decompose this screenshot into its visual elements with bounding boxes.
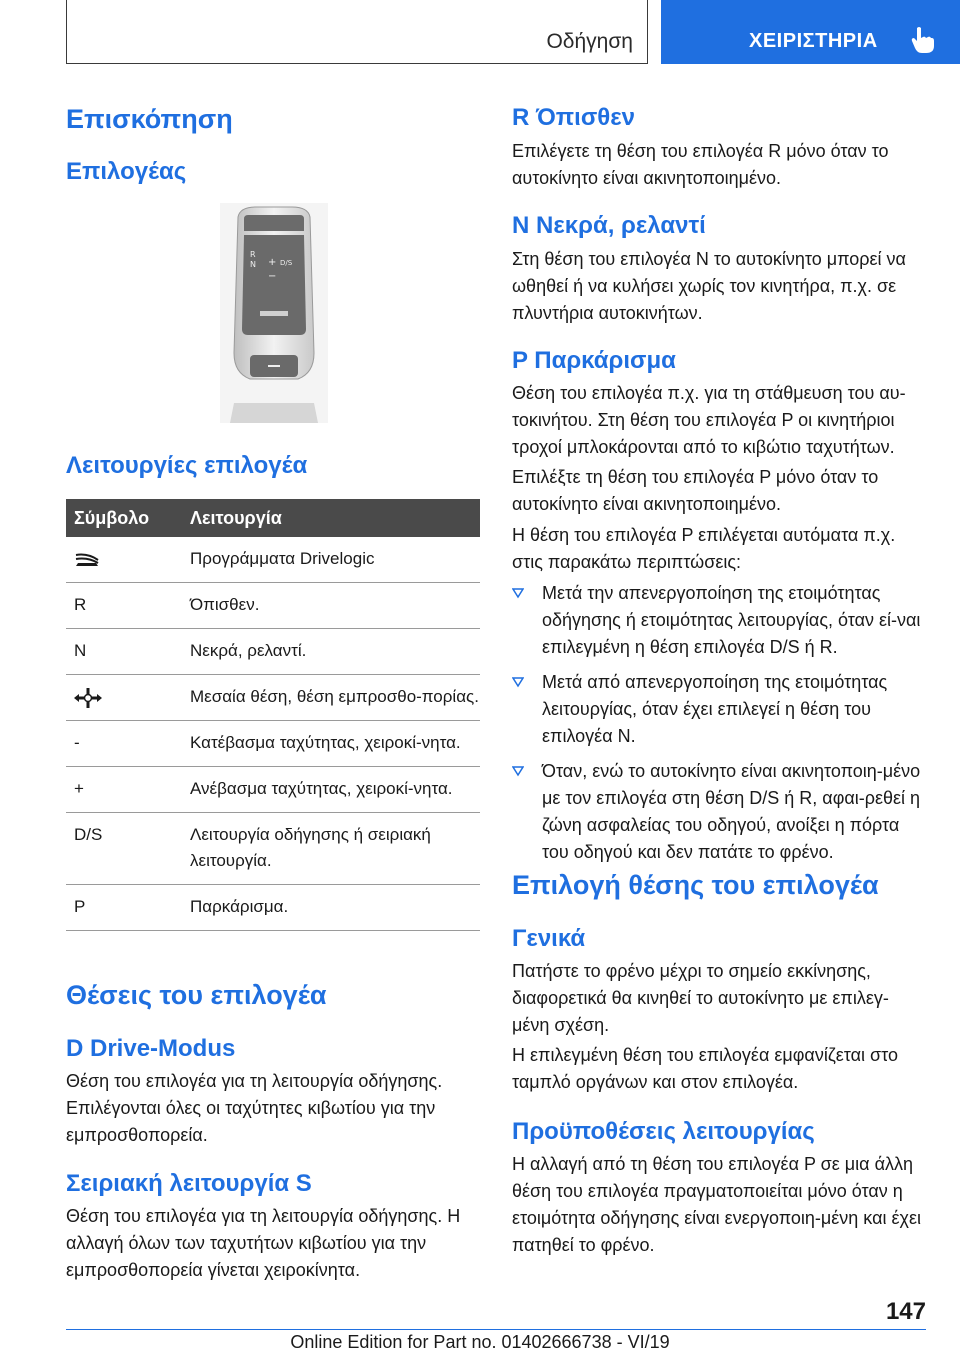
svg-text:R: R [250, 250, 256, 259]
table-header-function: Λειτουργία [182, 499, 480, 537]
general-text-2: Η επιλεγμένη θέση του επιλογέα εμφανίζεται στο ταμπλό οργάνων και στον επιλογέα. [512, 1045, 899, 1092]
table-cell-symbol: P [66, 885, 182, 931]
list-item [512, 758, 926, 866]
list-item-text: Μετά την απενεργοποίηση της ετοιμότητας οδήγησης ή ετοιμότητας λειτουργίας, όταν εί-ναι επιλεγμένη η θέση επιλογέα D/S ή R. [542, 583, 921, 657]
table-cell-function: Μεσαία θέση, θέση εμπροσθο-πορίας. [182, 675, 480, 721]
table-cell-function: Ανέβασμα ταχύτητας, χειροκί-νητα. [182, 767, 480, 813]
table-cell-function: Νεκρά, ρελαντί. [182, 629, 480, 675]
table-cell-symbol [66, 675, 182, 721]
select-position-heading: Επιλογή θέσης του επιλογέα [512, 870, 879, 900]
serial-mode-heading: Σειριακή λειτουργία S [66, 1170, 312, 1197]
selector-heading: Επιλογέας [66, 158, 187, 185]
table-cell-function: Κατέβασμα ταχύτητας, χειροκί-νητα. [182, 721, 480, 767]
list-item-text: Όταν, ενώ το αυτοκίνητο είναι ακινητοποιη-μένο με τον επιλογέα στη θέση D/S ή R, αφαι-ρεθεί η ζώνη ασφαλείας του οδηγού, ανοίξει η πόρτα του οδηγού και δεν πατάτε το φρένο. [542, 761, 921, 862]
table-row [66, 721, 480, 767]
svg-text:D/S: D/S [280, 259, 293, 267]
table-row [66, 675, 480, 721]
table-cell-function: Παρκάρισμα. [182, 885, 480, 931]
header-section-label: Οδήγηση [546, 30, 633, 53]
prerequisites-text: Η αλλαγή από τη θέση του επιλογέα P σε μια άλλη θέση του επιλογέα πραγματοποιείται μόνο όταν η ετοιμότητα οδήγησης είναι ενεργοποιη-μένη και έχει πατηθεί το φρένο. [512, 1154, 921, 1255]
table-cell-function: Λειτουργία οδήγησης ή σειριακή λειτουργία. [182, 813, 480, 885]
general-text-1: Πατήστε το φρένο μέχρι το σημείο εκκίνησης, διαφορετικά θα κινηθεί το αυτοκίνητο με επιλεγ-μένη σχέση. [512, 961, 889, 1035]
header-section-box [66, 0, 648, 64]
triangle-bullet-icon [512, 676, 524, 688]
svg-text:N: N [250, 260, 256, 269]
table-cell-function: Προγράμματα Drivelogic [182, 537, 480, 583]
table-header-row [66, 499, 480, 537]
serial-mode-text: Θέση του επιλογέα για τη λειτουργία οδήγησης. Η αλλαγή όλων των ταχυτήτων κιβωτίου για την εμπροσθοπορεία γίνεται χειροκίνητα. [66, 1206, 461, 1280]
table-cell-symbol: D/S [66, 813, 182, 885]
reverse-text: Επιλέγετε τη θέση του επιλογέα R μόνο όταν το αυτοκίνητο είναι ακινητοποιημένο. [512, 141, 889, 188]
table-row [66, 537, 480, 583]
table-row [66, 885, 480, 931]
neutral-text: Στη θέση του επιλογέα N το αυτοκίνητο μπορεί να ωθηθεί ή να κυλήσει χωρίς τον κινητήρα, π.χ. σε πλυντήρια αυτοκινήτων. [512, 249, 906, 323]
park-text-3: Η θέση του επιλογέα P επιλέγεται αυτόματα π.χ. στις παρακάτω περιπτώσεις: [512, 525, 896, 572]
table-cell-symbol: N [66, 629, 182, 675]
table-row [66, 583, 480, 629]
table-row [66, 767, 480, 813]
general-heading: Γενικά [512, 925, 586, 952]
header-chapter-tab [661, 0, 960, 64]
shift-gate-icon [74, 687, 102, 709]
prerequisites-heading: Προϋποθέσεις λειτουργίας [512, 1118, 815, 1145]
triangle-bullet-icon [512, 765, 524, 777]
list-item [512, 580, 926, 661]
svg-text:+: + [268, 257, 277, 268]
svg-text:−: − [268, 271, 277, 282]
table-cell-symbol: - [66, 721, 182, 767]
overview-heading: Επισκόπηση [66, 104, 233, 134]
header-chapter-label: ΧΕΙΡΙΣΤΗΡΙΑ [749, 30, 878, 52]
selector-functions-table [66, 499, 480, 931]
drivelogic-icon [74, 551, 100, 569]
drive-mode-heading: D Drive-Modus [66, 1035, 236, 1062]
functions-heading: Λειτουργίες επιλογέα [66, 452, 308, 479]
table-cell-function: Όπισθεν. [182, 583, 480, 629]
footer-edition: Online Edition for Part no. 01402666738 - VI/19 [290, 1332, 670, 1352]
park-text-2: Επιλέξτε τη θέση του επιλογέα P μόνο όταν το αυτοκίνητο είναι ακινητοποιημένο. [512, 467, 879, 514]
triangle-bullet-icon [512, 587, 524, 599]
list-item-text: Μετά από απενεργοποίηση της ετοιμότητας λειτουργίας, όταν έχει επιλεγεί η θέση του επιλογέα N. [542, 672, 888, 746]
list-item [512, 669, 926, 750]
table-header-symbol: Σύμβολο [66, 499, 182, 537]
reverse-heading: R Όπισθεν [512, 104, 635, 131]
neutral-heading: N Νεκρά, ρελαντί [512, 212, 706, 239]
table-cell-symbol: + [66, 767, 182, 813]
park-heading: P Παρκάρισμα [512, 347, 676, 374]
positions-heading: Θέσεις του επιλογέα [66, 980, 327, 1010]
auto-park-list [512, 580, 926, 866]
table-row [66, 629, 480, 675]
table-cell-symbol: R [66, 583, 182, 629]
table-row [66, 813, 480, 885]
table-cell-symbol [66, 537, 182, 583]
footer-divider [66, 1329, 926, 1330]
gear-selector-illustration [220, 203, 328, 423]
page-number: 147 [885, 1298, 926, 1325]
hand-pointer-icon [911, 26, 935, 54]
park-text-1: Θέση του επιλογέα π.χ. για τη στάθμευση του αυ-τοκινήτου. Στη θέση του επιλογέα P οι κινητήριοι τροχοί μπλοκάρονται από το κιβώτιο ταχυτήτων. [512, 383, 906, 457]
drive-mode-text: Θέση του επιλογέα για τη λειτουργία οδήγησης. Επιλέγονται όλες οι ταχύτητες κιβωτίου για την εμπροσθοπορεία. [66, 1071, 443, 1145]
